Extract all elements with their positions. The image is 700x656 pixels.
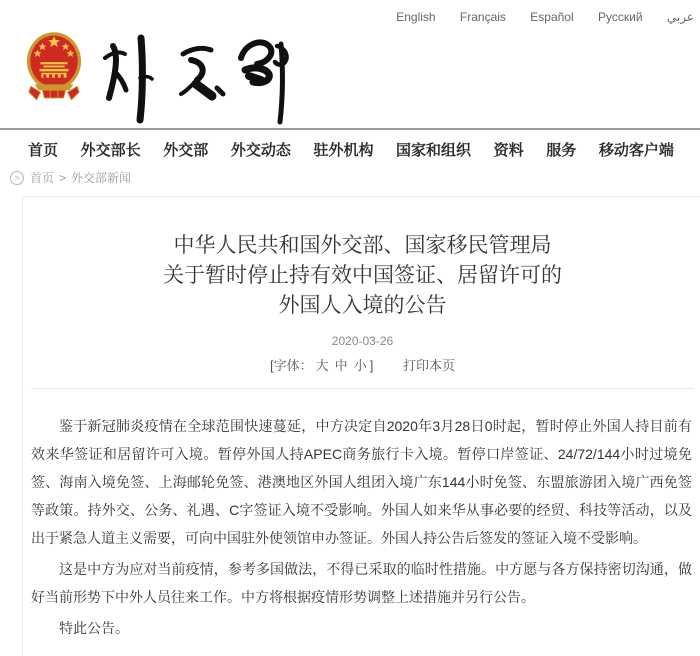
article-body [31,389,694,642]
lang-link-arabic[interactable]: عربي [666,10,694,24]
nav-item-home[interactable]: 首页 [28,142,59,159]
print-page-button[interactable]: 打印本页 [402,358,455,373]
breadcrumb [10,169,131,186]
article-title-line-3: 外国人入境的公告 [278,294,447,317]
breadcrumb-current: 外交部新闻 [71,171,132,185]
lang-link-francais[interactable]: Français [459,10,506,24]
lang-link-russian[interactable]: Русский [598,10,643,24]
article-title-line-1: 中华人民共和国外交部、国家移民管理局 [173,234,552,257]
font-size-control [270,358,377,373]
article-date: 2020-03-26 [331,334,394,348]
nav-item-missions[interactable]: 驻外机构 [313,142,374,159]
font-size-large-button[interactable]: 大 [315,358,329,373]
breadcrumb-separator: > [59,170,67,185]
mfa-calligraphy-logo[interactable] [99,32,295,126]
font-size-small-button[interactable]: 小 [353,358,367,373]
nav-item-services[interactable]: 服务 [546,142,577,159]
font-size-label-open: [字体： [270,358,313,373]
nav-item-activities[interactable]: 外交动态 [230,142,291,159]
nav-item-ministry[interactable]: 外交部 [163,142,209,159]
article-paragraph-3: 特此公告。 [59,620,129,636]
lang-link-english[interactable]: English [396,10,436,24]
breadcrumb-home-link[interactable]: 首页 [30,171,55,185]
article-toolbar [31,355,694,374]
font-size-label-close: ] [369,358,374,373]
main-nav [0,128,700,168]
language-bar [375,10,694,24]
site-header [25,30,295,126]
article-paragraph-1: 鉴于新冠肺炎疫情在全球范围快速蔓延，中方决定自2020年3月28日0时起，暂时停止外国人持目前有效来华签证和居留许可入境。暂停外国人持APEC商务旅行卡入境。暂停口岸签证、24/72/144小时过境免签、海南入境免签、上海邮轮免签、港澳地区外国人组团入境广东144小时免签、东盟旅游团入境广西免签等政策。持外交、公务、礼遇、C字签证入境不受影响。外国人如来华从事必要的经贸、科技等活动，以及出于紧急人道主义需要，可向中国驻外使领馆申办签证。外国人持公告后签发的签证入境不受影响。 [31,418,692,546]
article-panel [22,196,700,656]
nav-item-countries[interactable]: 国家和组织 [396,142,472,159]
nav-item-resources[interactable]: 资料 [493,142,524,159]
article-title [31,231,694,321]
breadcrumb-circle-arrow-icon: » [10,171,24,185]
font-size-medium-button[interactable]: 中 [334,358,348,373]
nav-item-minister[interactable]: 外交部长 [80,142,141,159]
nav-item-mobile-client[interactable]: 移动客户端 [598,142,674,159]
lang-link-espanol[interactable]: Español [530,10,574,24]
national-emblem-icon[interactable] [25,30,83,104]
article-title-line-2: 关于暂时停止持有效中国签证、居留许可的 [163,264,562,287]
article-paragraph-2: 这是中方为应对当前疫情，参考多国做法，不得已采取的临时性措施。中方愿与各方保持密切沟通，做好当前形势下中外人员往来工作。中方将根据疫情形势调整上述措施并另行公告。 [31,561,692,605]
